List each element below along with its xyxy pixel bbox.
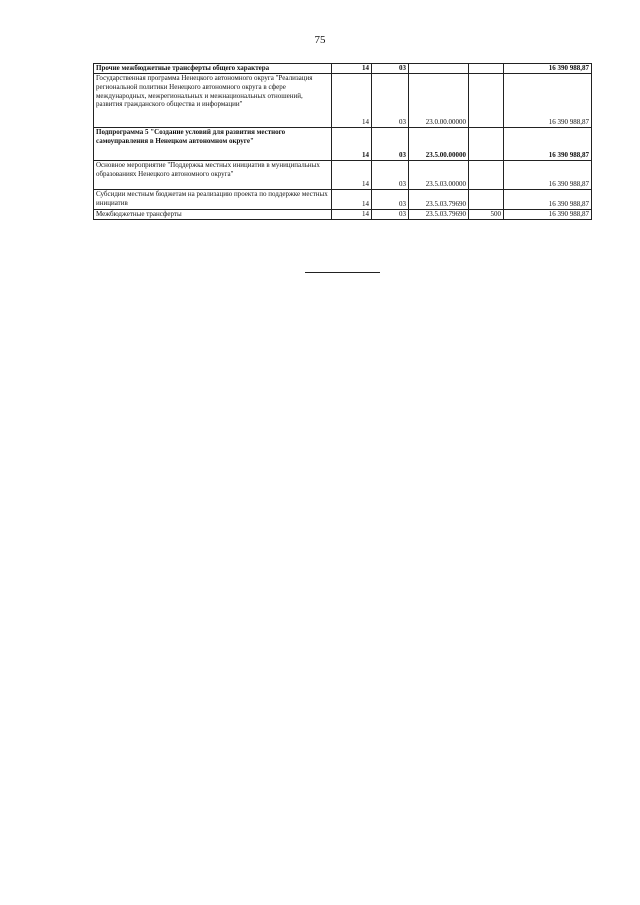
page-number: 75 (314, 34, 326, 46)
target-code: 23.0.00.00000 (409, 74, 469, 128)
expense-type-code (469, 128, 504, 161)
row-name: Субсидии местным бюджетам на реализацию проекта по поддержке местных инициатив (94, 190, 332, 210)
expense-type-code (469, 161, 504, 190)
amount: 16 390 988,87 (504, 190, 592, 210)
section-code: 14 (332, 190, 372, 210)
subsection-code: 03 (372, 210, 409, 220)
amount: 16 390 988,87 (504, 74, 592, 128)
target-code: 23.5.00.00000 (409, 128, 469, 161)
target-code: 23.5.03.79690 (409, 190, 469, 210)
subsection-code: 03 (372, 64, 409, 74)
section-code: 14 (332, 210, 372, 220)
table-row (94, 161, 592, 190)
budget-table (93, 63, 592, 220)
amount: 16 390 988,87 (504, 64, 592, 74)
closing-divider-line (305, 272, 380, 273)
row-name: Межбюджетные трансферты (94, 210, 332, 220)
expense-type-code (469, 64, 504, 74)
table-row (94, 64, 592, 74)
amount: 16 390 988,87 (504, 161, 592, 190)
section-code: 14 (332, 74, 372, 128)
table-row (94, 210, 592, 220)
table-row (94, 128, 592, 161)
expense-type-code (469, 74, 504, 128)
section-code: 14 (332, 64, 372, 74)
target-code (409, 64, 469, 74)
target-code: 23.5.03.79690 (409, 210, 469, 220)
table-row (94, 190, 592, 210)
expense-type-code: 500 (469, 210, 504, 220)
subsection-code: 03 (372, 74, 409, 128)
row-name: Государственная программа Ненецкого автономного округа "Реализация региональной политики Ненецкого автономного округа в сфере международных, межрегиональных и межнациональных отношений, развития гражданского общества и информации" (94, 74, 332, 128)
target-code: 23.5.03.00000 (409, 161, 469, 190)
subsection-code: 03 (372, 190, 409, 210)
row-name: Подпрограмма 5 "Создание условий для развития местного самоуправления в Ненецком автономном округе" (94, 128, 332, 161)
amount: 16 390 988,87 (504, 128, 592, 161)
expense-type-code (469, 190, 504, 210)
section-code: 14 (332, 128, 372, 161)
subsection-code: 03 (372, 161, 409, 190)
row-name: Прочие межбюджетные трансферты общего характера (94, 64, 332, 74)
subsection-code: 03 (372, 128, 409, 161)
row-name: Основное мероприятие "Поддержка местных инициатив в муниципальных образованиях Ненецкого автономного округа" (94, 161, 332, 190)
section-code: 14 (332, 161, 372, 190)
amount: 16 390 988,87 (504, 210, 592, 220)
table-row (94, 74, 592, 128)
